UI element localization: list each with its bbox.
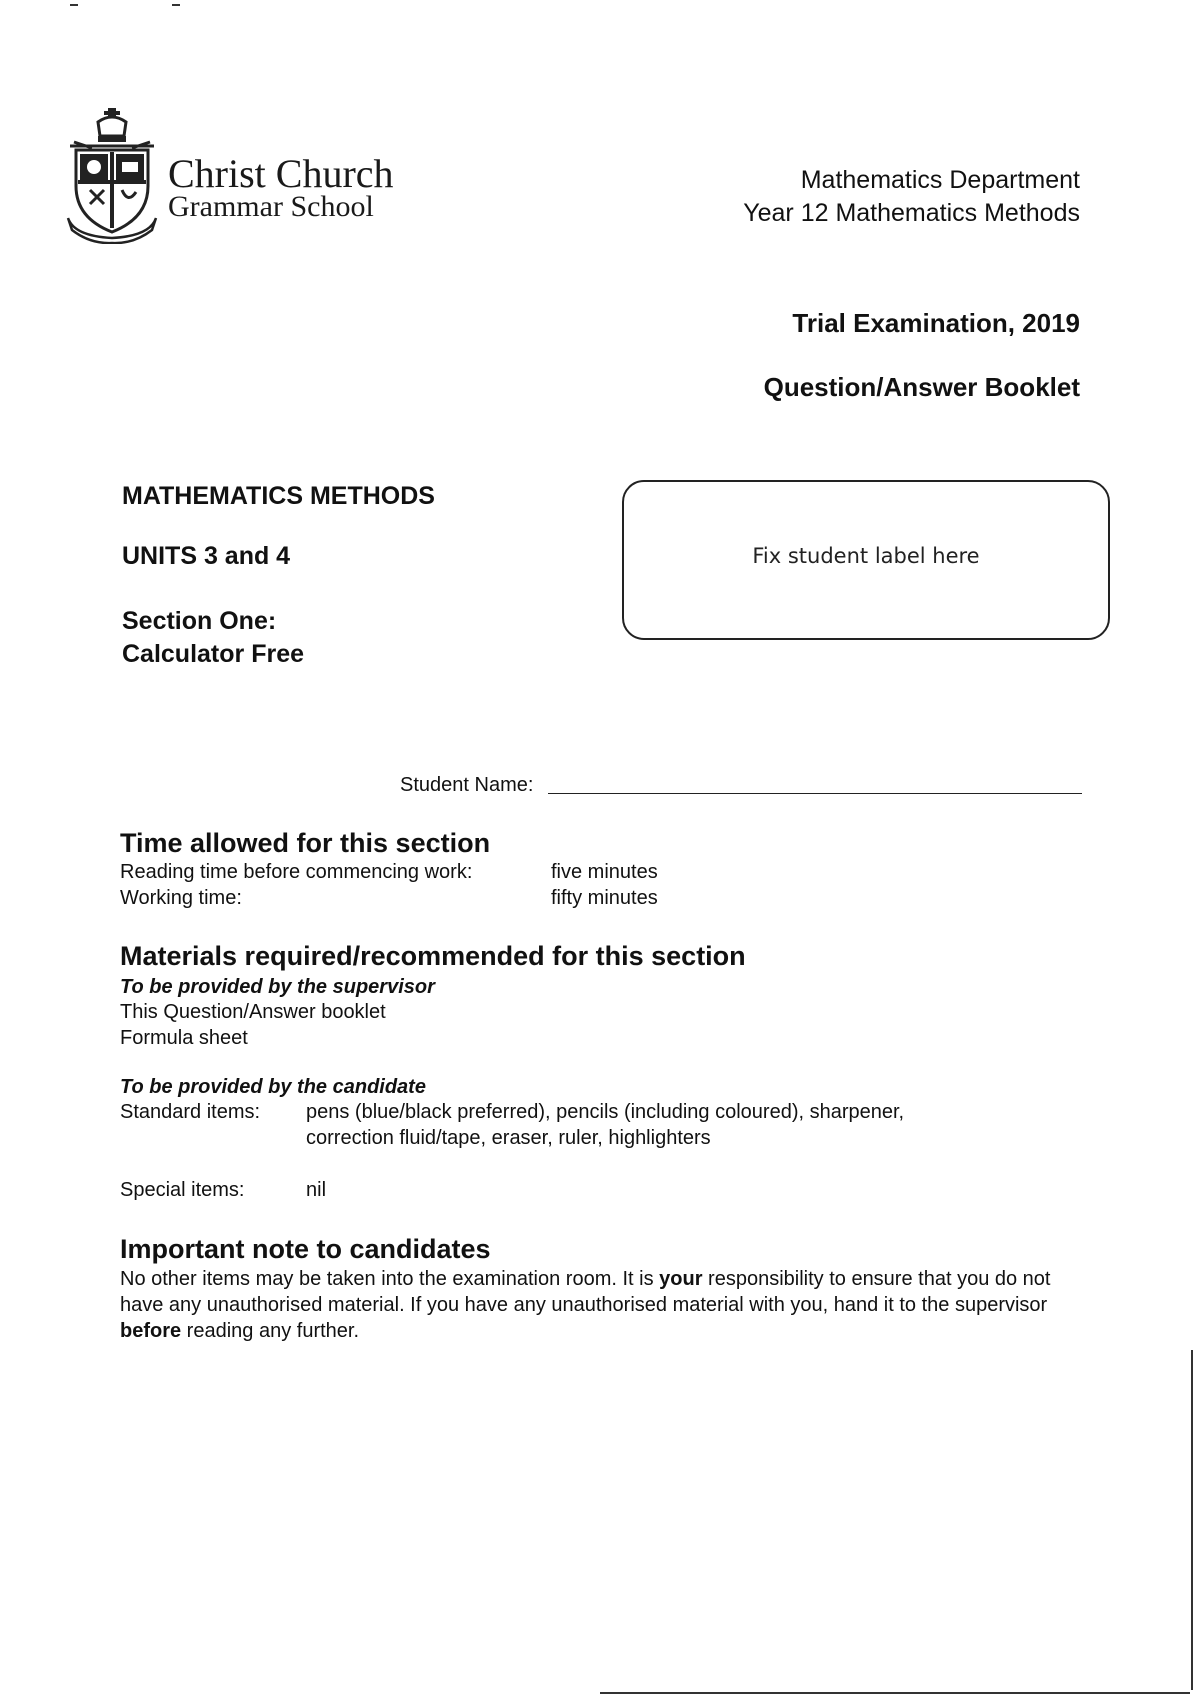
- special-items-label: Special items:: [120, 1179, 245, 1201]
- reading-time-label: Reading time before commencing work:: [120, 861, 473, 883]
- scan-artifact-right-edge: [1191, 1350, 1193, 1690]
- school-name-line1: Christ Church: [168, 151, 394, 196]
- section-title-line2: Calculator Free: [122, 640, 305, 668]
- standard-items-line1: pens (blue/black preferred), pencils (including coloured), sharpener,: [306, 1101, 905, 1123]
- candidate-materials-heading: To be provided by the candidate: [120, 1076, 426, 1098]
- important-note-text: [120, 1266, 1090, 1344]
- student-label-instruction: Fix student label here: [752, 544, 980, 568]
- reading-time-value: five minutes: [551, 861, 658, 883]
- supervisor-item: Formula sheet: [120, 1027, 248, 1049]
- school-crest-logo: [64, 108, 160, 244]
- note-text-part: reading any further.: [181, 1320, 360, 1342]
- special-items-value: nil: [306, 1179, 327, 1201]
- student-name-label: Student Name:: [400, 774, 534, 796]
- standard-items-line2: correction fluid/tape, eraser, ruler, highlighters: [306, 1127, 711, 1149]
- note-text-part: No other items may be taken into the examination room. It is: [120, 1268, 660, 1290]
- important-note-heading: Important note to candidates: [120, 1234, 491, 1264]
- working-time-label: Working time:: [120, 887, 242, 909]
- student-name-field[interactable]: [548, 793, 1082, 794]
- materials-heading: Materials required/recommended for this section: [120, 941, 746, 971]
- school-name-line2: Grammar School: [168, 190, 374, 223]
- crest-icon: [64, 108, 160, 244]
- note-emphasis-before: before: [120, 1320, 182, 1342]
- course-name: Year 12 Mathematics Methods: [743, 199, 1080, 227]
- section-title-line1: Section One:: [122, 607, 277, 635]
- scan-artifact-top: [172, 4, 180, 6]
- subject-title: MATHEMATICS METHODS: [122, 482, 435, 510]
- booklet-type: Question/Answer Booklet: [763, 372, 1080, 402]
- scan-artifact-bottom-edge: [600, 1692, 1190, 1694]
- exam-title: Trial Examination, 2019: [792, 308, 1080, 338]
- note-emphasis-your: your: [659, 1268, 703, 1290]
- supervisor-materials-heading: To be provided by the supervisor: [120, 976, 435, 998]
- note-text-part: responsibility to ensure that you do not have any unauthorised material. If you have any unauthorised material with you, hand it to the supervisor: [120, 1268, 1051, 1316]
- department-name: Mathematics Department: [800, 166, 1080, 194]
- scan-artifact-top-left: [70, 4, 78, 6]
- student-label-box: [622, 480, 1110, 640]
- standard-items-label: Standard items:: [120, 1101, 261, 1123]
- supervisor-item: This Question/Answer booklet: [120, 1001, 386, 1023]
- time-allowed-heading: Time allowed for this section: [120, 828, 491, 858]
- working-time-value: fifty minutes: [551, 887, 658, 909]
- units-title: UNITS 3 and 4: [122, 542, 291, 570]
